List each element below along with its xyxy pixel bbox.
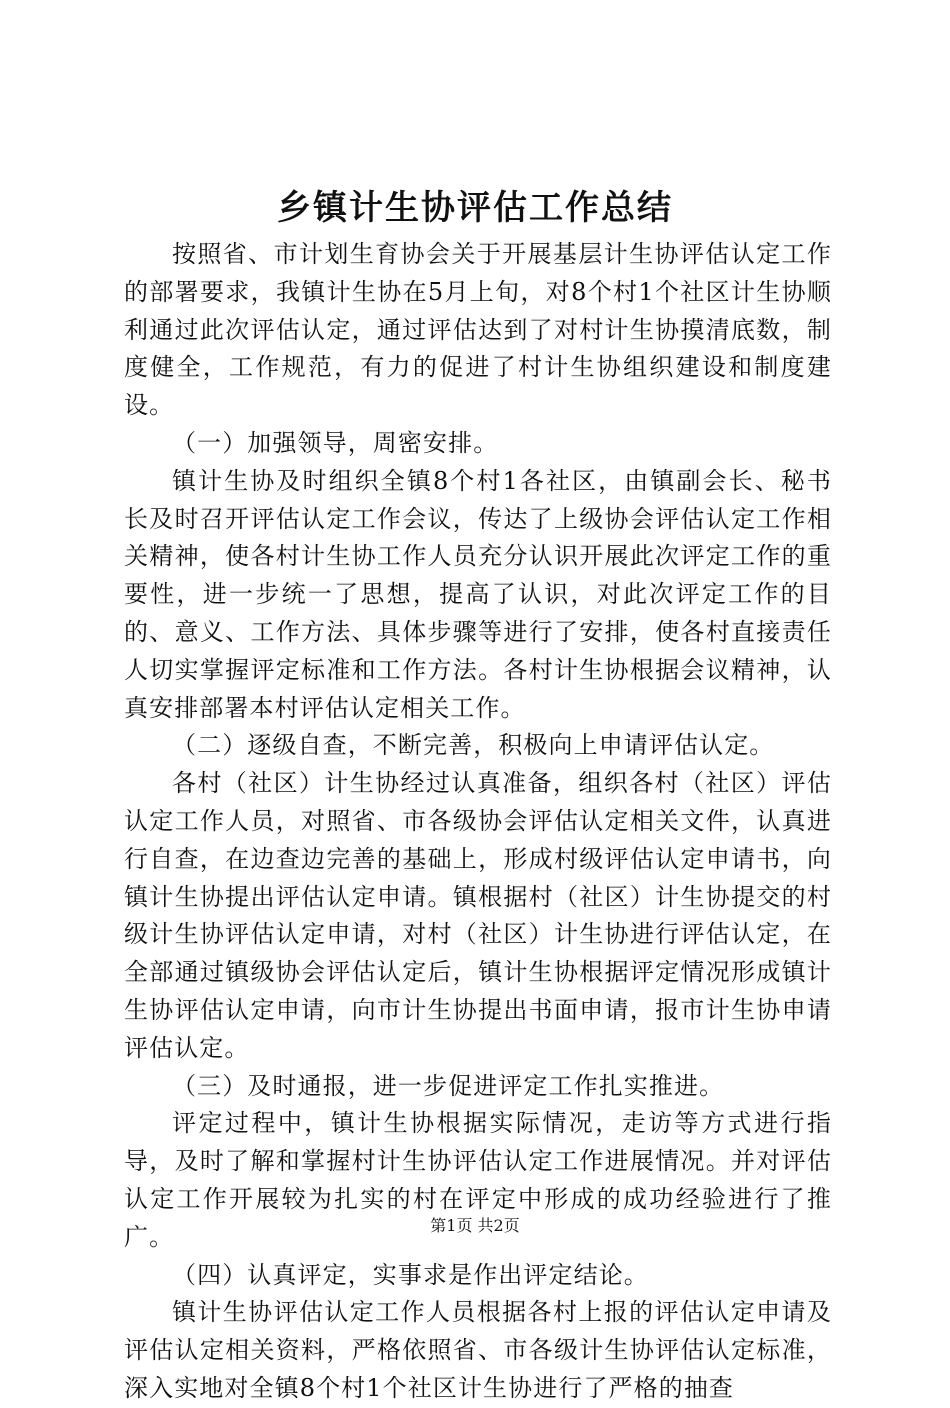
paragraph-intro: 按照省、市计划生育协会关于开展基层计生协评估认定工作的部署要求，我镇计生协在5月上旬，对8个村1个社区计生协顺利通过此次评估认定，通过评估达到了对村计生协摸清底数，制度健全，工作规范，有力的促进了村计生协组织建设和制度建设。 xyxy=(124,240,832,420)
paragraph-section-4: 镇计生协评估认定工作人员根据各村上报的评估认定申请及评估认定相关资料，严格依照省、市各级计生协评估认定标准，深入实地对全镇8个村1个社区计生协进行了严格的抽查 xyxy=(124,1298,832,1402)
paragraph-section-1: 镇计生协及时组织全镇8个村1各社区，由镇副会长、秘书长及时召开评估认定工作会议，传达了上级协会评估认定工作相关精神，使各村计生协工作人员充分认识开展此次评定工作的重要性，进一步统一了思想，提高了认识，对此次评定工作的目的、意义、工作方法、具体步骤等进行了安排，使各村直接责任人切实掌握评定标准和工作方法。各村计生协根据会议精神，认真安排部署本村评估认定相关工作。 xyxy=(124,466,832,722)
page-footer: 第1页 共2页 xyxy=(430,1216,520,1235)
section-heading-2: （二）逐级自查，不断完善，积极向上申请评估认定。 xyxy=(172,731,775,760)
paragraph-section-2: 各村（社区）计生协经过认真准备，组织各村（社区）评估认定工作人员，对照省、市各级协会评估认定相关文件，认真进行自查，在边查边完善的基础上，形成村级评估认定申请书，向镇计生协提出评估认定申请。镇根据村（社区）计生协提交的村级计生协评估认定申请，对村（社区）计生协进行评估认定，在全部通过镇级协会评估认定后，镇计生协根据评定情况形成镇计生协评估认定申请，向市计生协提出书面申请，报市计生协申请评估认定。 xyxy=(124,769,832,1062)
document-title: 乡镇计生协评估工作总结 xyxy=(277,188,673,228)
section-heading-3: （三）及时通报，进一步促进评定工作扎实推进。 xyxy=(172,1071,725,1100)
section-heading-1: （一）加强领导，周密安排。 xyxy=(172,428,499,457)
paragraph-section-3: 评定过程中，镇计生协根据实际情况，走访等方式进行指导，及时了解和掌握村计生协评估认定工作进展情况。并对评估认定工作开展较为扎实的村在评定中形成的成功经验进行了推广。 xyxy=(124,1109,832,1251)
section-heading-4: （四）认真评定，实事求是作出评定结论。 xyxy=(172,1260,649,1289)
